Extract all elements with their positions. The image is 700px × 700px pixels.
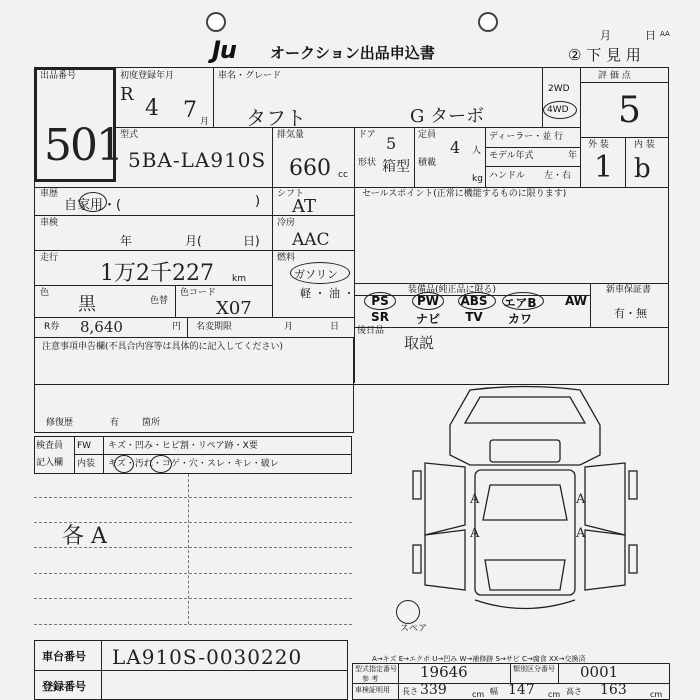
aircon-label: 冷房 [277, 218, 296, 228]
width-label: 幅 [490, 687, 498, 696]
shift-label: シフト [277, 189, 305, 199]
car-damage-diagram [405, 385, 645, 620]
height-label: 高さ [566, 687, 582, 696]
recycle-value: 8,640 [80, 318, 123, 336]
lot-number-value: 501 [44, 120, 122, 171]
model-value: 5BA-LA910S [128, 148, 267, 172]
class-number-value: 0001 [580, 663, 619, 681]
damage-mark-4: A [576, 526, 586, 541]
warranty-label: 新車保証書 [606, 285, 652, 295]
equipment-label: 装備品(純正品に限る) [408, 285, 497, 295]
interior-value: b [634, 154, 651, 184]
equipment-item-6[interactable]: ナビ [415, 312, 440, 326]
interior-check-items: キズ・汚れ・コゲ・穴・スレ・キレ・破レ [108, 459, 279, 469]
fuel-label: 燃料 [277, 253, 296, 263]
exterior-value: 1 [594, 150, 614, 185]
shape-label: 形状 [358, 158, 377, 168]
spare-label: スペア [400, 624, 428, 634]
color-value: 黒 [78, 294, 96, 315]
damage-mark-2: A [576, 492, 586, 507]
spec-ref-label: 参 考 [362, 675, 379, 683]
class-number-label: 類別区分番号 [513, 665, 555, 673]
grade-value: G ターボ [410, 106, 485, 127]
drive-4wd[interactable]: 4WD [547, 105, 569, 115]
model-label: 型式 [120, 130, 139, 140]
width-value: 147 [508, 682, 535, 698]
capacity-value: 4 [450, 138, 461, 157]
first-reg-month: 7 [183, 98, 197, 123]
damage-legend: A→キズ E→エクボ U→凹み W→補修跡 S→サビ C→腐食 XX→交換済 [372, 655, 586, 663]
warranty-value: 有・無 [614, 307, 647, 320]
inspector-label-1: 検査員 [36, 441, 64, 451]
spare-tire-icon [396, 600, 420, 624]
drive-2wd[interactable]: 2WD [548, 84, 570, 94]
interior-label: 内 装 [634, 140, 655, 150]
repair-history-value: 有 [110, 418, 120, 428]
damage-mark-1: A [470, 492, 480, 507]
recycle-label: R券 [44, 322, 60, 332]
interior-check-label: 内装 [77, 459, 96, 469]
car-name-value: タフト [246, 106, 306, 130]
color-change-label: 色替 [150, 296, 169, 306]
damage-mark-3: A [470, 526, 480, 541]
aircon-value: AAC [292, 230, 330, 250]
model-year-label: モデル年式 [489, 151, 534, 161]
history-label: 車歴 [40, 189, 59, 199]
model-year-unit: 年 [568, 151, 578, 161]
chassis-value: LA910S-0030220 [112, 645, 303, 669]
inspection-label: 車検 [40, 218, 59, 228]
inspection-year-unit: 年 [120, 234, 133, 248]
inspection-day-unit: 日) [243, 234, 260, 248]
color-code-value: X07 [216, 298, 252, 319]
doors-label: ドア [358, 130, 376, 140]
punch-hole-left [206, 12, 226, 32]
recycle-unit: 円 [172, 322, 182, 332]
fuel-value: ガソリン [294, 268, 338, 281]
capacity-unit: 人 [472, 146, 482, 156]
punch-hole-right [478, 12, 498, 32]
score-label: 評 価 点 [598, 71, 631, 81]
shift-value: AT [292, 196, 317, 217]
notes-handwritten: 各 A [62, 524, 107, 549]
equipment-item-2[interactable]: ABS [460, 294, 488, 308]
first-reg-year: 4 [145, 96, 159, 121]
first-reg-era: R [120, 84, 134, 105]
spec-number-label: 型式指定番号 [355, 665, 397, 673]
repair-history-label: 修復歴 [46, 418, 74, 428]
equipment-item-5[interactable]: SR [371, 310, 389, 324]
after-items-value: 取説 [404, 334, 435, 352]
chassis-label: 車台番号 [42, 650, 86, 663]
lot-number-label: 出品番号 [40, 71, 77, 81]
capacity-label: 定員 [418, 130, 437, 140]
form-title: オークション出品申込書 [270, 44, 435, 62]
doors-value: 5 [386, 134, 397, 153]
copy-label: ② 下 見 用 [568, 46, 641, 64]
score-value: 5 [618, 90, 641, 131]
notes-label: 注意事項申告欄(不具合内容等は具体的に記入してください) [42, 342, 284, 352]
ju-logo: Ju [212, 36, 237, 64]
history-close: ) [255, 194, 261, 209]
registration-label: 登録番号 [42, 680, 86, 693]
date-suffix: AA [660, 30, 670, 38]
shape-value: 箱型 [382, 159, 410, 175]
height-unit: cm [650, 690, 663, 699]
exterior-label: 外 装 [588, 140, 609, 150]
date-month-label: 月 [600, 29, 611, 42]
equipment-item-7[interactable]: TV [465, 310, 483, 324]
fw-items: キズ・凹み・ヒビ割・リペア跡・X要 [108, 441, 258, 451]
fw-label: FW [77, 441, 92, 451]
displacement-value: 660 [289, 156, 331, 181]
mileage-unit: km [232, 274, 246, 284]
equipment-item-8[interactable]: カワ [507, 312, 532, 326]
mileage-value: 1万2千227 [100, 261, 214, 286]
repair-part-label: 箇所 [142, 418, 161, 428]
equipment-item-0[interactable]: PS [371, 294, 389, 308]
handle-options: 左・右 [544, 171, 572, 181]
expiry-day-unit: 日 [330, 322, 340, 332]
load-label: 積載 [418, 158, 437, 168]
equipment-item-3[interactable]: エアB [503, 296, 537, 310]
first-reg-month-unit: 月 [200, 117, 210, 127]
expiry-month-unit: 月 [284, 322, 294, 332]
history-value: 自家用・( [64, 198, 122, 213]
width-unit: cm [548, 690, 561, 699]
expiry-label: 名変期限 [196, 322, 233, 332]
length-label: 長さ [402, 687, 418, 696]
dealer-label: ディーラー・並 行 [489, 132, 564, 142]
sales-point-label: セールスポイント(正常に機能するものに限ります) [362, 189, 567, 199]
equipment-item-1[interactable]: PW [416, 294, 440, 308]
length-unit: cm [472, 690, 485, 699]
handle-label: ハンドル [489, 171, 526, 181]
fuel-options: 軽 ・ 油 ・ [300, 287, 355, 300]
load-unit: kg [472, 174, 483, 184]
spec-number-value: 19646 [420, 663, 468, 681]
inspection-month-unit: 月( [185, 234, 202, 248]
equipment-item-4[interactable]: AW [565, 294, 587, 308]
cert-label: 車検証明用 [355, 686, 390, 694]
first-reg-label: 初度登録年月 [120, 71, 175, 81]
color-code-label: 色コード [180, 288, 217, 298]
after-items-label: 後日品 [357, 326, 385, 336]
length-value: 339 [420, 682, 447, 698]
height-value: 163 [600, 682, 627, 698]
inspector-label-2: 記入欄 [36, 458, 64, 468]
displacement-unit: cc [338, 170, 348, 180]
color-label: 色 [40, 288, 50, 298]
displacement-label: 排気量 [277, 130, 305, 140]
mileage-label: 走行 [40, 253, 59, 263]
date-day-label: 日 [645, 29, 656, 42]
car-name-label: 車名・グレード [218, 71, 282, 81]
